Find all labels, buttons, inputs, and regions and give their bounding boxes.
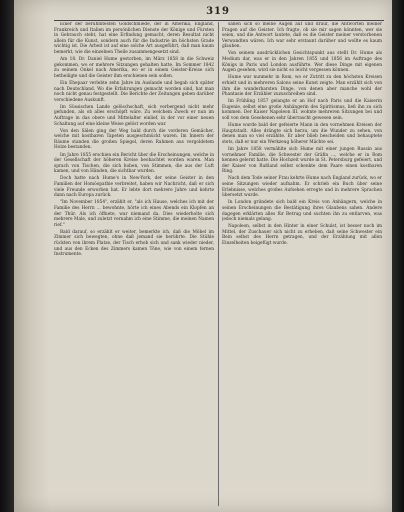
paragraph: Im Frühling 1857 gelangte er an Hof nach Paris und die Kaiserin Eugenie, selbst eine große Anhängerin des Spiritismus, ließ ihn zu sich kommen. Der Kaiser Napoleon III. wohnte mehreren Sitzungen bei und soll von dem Gesehenen sehr überrascht gewesen sein.	[222, 99, 382, 121]
page-header	[54, 6, 382, 20]
paragraph: Einer der berühmtesten Goldschmiede, der in Amerika, England, Frankreich und Italien im persönlichen Dienste der Könige und Fürsten in Gebrauch steht, hat eine Erfindung gemacht, deren Resultat nicht allein für die Kunst, sondern auch für die Industrie im höchsten Grade wichtig ist. Die Arbeit ist auf eine solche Art ausgeführt, daß man kaum bemerkt, wie die einzelnen Theile zusammengesetzt sind.	[54, 22, 214, 55]
paragraph: Doch hatte nach Hume's in New-York, der seine Geister in den Familien der Homöopathie verbreitet, haben wir Nachricht, daß er sich viele Freunde erworben hat. Er lebte dort mehrere Jahre und kehrte dann nach Europa zurück.	[54, 176, 214, 199]
paragraph: Von den Sälen ging der Weg bald durch die vorderen Gemächer, welche mit kostbaren Tapeten ausgeschmückt waren. Im Innern der Räume standen die großen Spiegel, deren Rahmen aus vergoldetem Holze bestanden.	[54, 128, 214, 151]
paragraph: sahen sich so meine Augen auf und drauf, die Antworten meiner Fragen auf die Geister. Ich fragte, ob sie mir sagen könnten, wer sie seien, und die Antwort lautete, daß es die Geister meiner verstorbenen Verwandten wären. Ich war sehr erstaunt darüber und wollte es kaum glauben.	[222, 22, 382, 50]
paragraph: Im Jahre 1855 erschien ein Bericht über die Erscheinungen, welche in der Gesellschaft der höheren Kreise beobachtet worden waren. Man sprach von Tischen, die sich hoben, von Stimmen, die aus der Luft kamen, und von Händen, die sichtbar wurden.	[54, 152, 214, 175]
right-gutter	[392, 0, 404, 512]
paragraph: Nach dem Tode seiner Frau kehrte Hume nach England zurück, wo er seine Sitzungen wieder aufnahm. Er schrieb ein Buch über seine Erlebnisse, welches großes Aufsehen erregte und in mehrere Sprachen übersetzt wurde.	[222, 176, 382, 199]
paragraph: Bald darauf, so erzählt er weiter, bemerkte ich, daß die Möbel im Zimmer sich bewegten, ohne daß jemand sie berührte. Die Stühle rückten von ihrem Platze, der Tisch erhob sich und sank wieder nieder, und aus den Ecken des Zimmers kamen Töne, wie von einem fernen Instrumente.	[54, 229, 214, 258]
binding-shadow	[14, 0, 50, 512]
left-column	[54, 22, 214, 506]
paragraph: Im Süssischen Lande gelöschschaft, sich verbergend nicht mehr gefunden, als ob alles erschöpft wäre. Zu welchem Zweck er nun im Auftrage in das obere und Mittelalter einlief, in der vor einer neuen Schaltung auf eine kleine Weise gelöst worden war.	[54, 104, 214, 127]
paragraph: Im Jahre 1858 vermählte sich Hume mit einer jungen Russin aus vornehmer Familie, die Schwester der Gräfin ..., welche er in Rom kennen gelernt hatte. Die Hochzeit wurde in St. Petersburg gefeiert, und der Kaiser von Rußland selbst schenkte dem Paare einen kostbaren Ring.	[222, 146, 382, 175]
scanned-page	[14, 0, 392, 512]
page-number: 319	[206, 6, 230, 17]
column-divider	[218, 22, 219, 506]
paragraph: Am 18. Dr. Daniel Hume gestorben, im März 1858 in die Schweiz gekommen, wo er mehrere Sitzungen gehalten hatte. Im Sommer 1842 zu seinem Onkel nach Amerika, wo er in einem Geister-Kreise sich betheiligte und die Geister ihm erschienen sein sollen.	[54, 57, 214, 79]
paragraph: Ein Ehepaar verlebte zehn Jahre im Auslande und begab sich später nach Deutschland. Wo die Erfahrungen gemacht worden sind, hat man noch nicht genau festgestellt. Die Berichte der Zeitungen geben darüber verschiedene Auskunft.	[54, 80, 214, 103]
right-column	[222, 22, 382, 506]
left-gutter	[0, 0, 14, 512]
paragraph: Napoleon, selbst in den Hinter in einer Schulst, ist besser noch im Mittel, der Zuschauer sich nicht zu erheben, daß seine Schwester ein Bein selbst des Herrn getragen, und der Erzählung mit allen Einzelheiten beigefügt wurde.	[222, 224, 382, 246]
header-rule	[54, 20, 384, 21]
paragraph: Hume wurde bald der gefeierte Mann in den vornehmen Kreisen der Hauptstadt. Alles drängte sich herzu, um die Wunder zu sehen, von denen man so viel erzählte. Er aber blieb bescheiden und behauptete stets, daß er nur ein Werkzeug höherer Mächte sei.	[222, 123, 382, 145]
paragraph: In London gründete sich bald ein Kreis von Anhängern, welche in seinen Erscheinungen die Bestätigung ihres Glaubens sahen. Andere dagegen erklärten alles für Betrug und suchten ihn zu entlarven, was jedoch niemals gelang.	[222, 200, 382, 223]
paragraph: Hume war nunmehr in Rom, wo er Zutritt zu den höchsten Kreisen erhielt und in mehreren Salons seine Kunst zeigte. Man erzählt sich von ihm die wunderbarsten Dinge, von denen aber manche wohl der Phantasie der Erzähler zuzuschreiben sind.	[222, 75, 382, 98]
paragraph: Von seinem ausdrücklichen Gesichtspunkt aus stellt Dr. Hume als Medium dar, was er in den Jahren 1855 und 1856 im Auftrage des Königs in Paris und London ausführte. Wer diese Dinge mit eigenen Augen gesehen, wird sie nicht so leicht vergessen können.	[222, 51, 382, 74]
paragraph: "Im November 1854", erzählt er, "als ich Hause, welches ich mit der Familie des Herrn ... bewohnte, hörte ich eines Abends ein Klopfen an der Thür. Als ich öffnete, war niemand da. Dies wiederholte sich mehrere Male, und zuletzt vernahm ich eine Stimme, die meinen Namen rief."	[54, 200, 214, 228]
